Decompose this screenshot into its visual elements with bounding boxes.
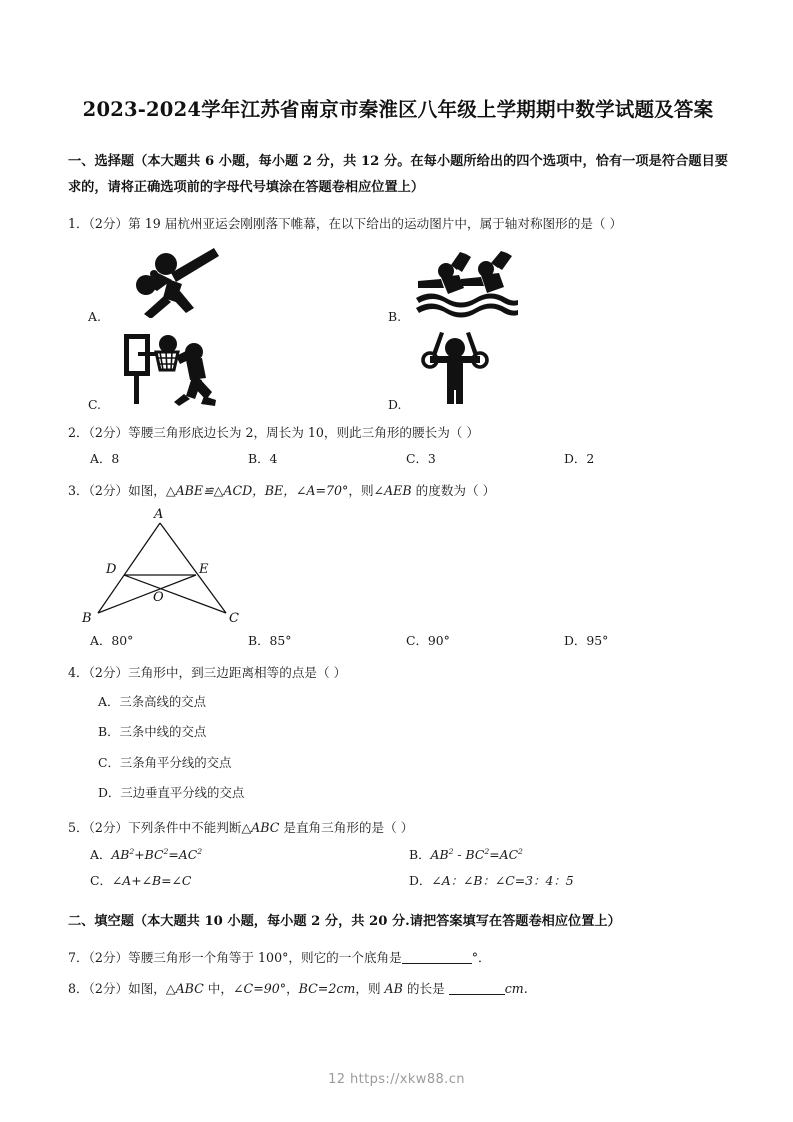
option-letter-c: C． [90, 873, 112, 889]
question-5-stem-pre: 5．（2分）下列条件中不能判断 [68, 819, 242, 835]
question-8-stem-mid-3: ，则 [355, 981, 385, 997]
option-letter-b: B. [388, 308, 402, 324]
page-footer: 12 https://xkw88.cn [328, 1072, 465, 1087]
question-4-option-a[interactable]: A．三条高线的交点 [98, 694, 207, 710]
question-8 [68, 976, 728, 1001]
question-3-math-2: ∠AEB [373, 482, 412, 498]
triangle-abe-acd-diagram [68, 505, 728, 627]
question-8-math-1: △ABC [165, 981, 204, 997]
vertex-label-d: D [106, 562, 117, 578]
question-3-option-d[interactable]: D．95° [564, 633, 609, 649]
vertex-label-a: A [154, 507, 164, 523]
option-letter-d: D． [409, 873, 432, 889]
synchronized-swimming-pictogram [414, 248, 520, 322]
question-3-stem-mid: ，则 [348, 482, 374, 498]
question-1-options [68, 242, 728, 414]
option-expr-d: ∠A：∠B：∠C=3：4：5 [431, 873, 574, 889]
question-2-option-a[interactable]: A．8 [90, 451, 120, 467]
question-3-stem-pre: 3．（2分）如图， [68, 482, 166, 498]
question-3-stem-post: 的度数为（ ） [411, 482, 496, 498]
question-7-stem [68, 945, 728, 970]
question-5 [68, 815, 728, 896]
question-3-stem [68, 478, 728, 503]
question-3-option-b[interactable]: B．85° [248, 633, 292, 649]
question-3-math-1: △ABE≌△ACD，BE，∠A=70° [165, 482, 349, 498]
vertex-label-o: O [153, 590, 164, 606]
question-3-option-a[interactable]: A．80° [90, 633, 134, 649]
boxing-pictogram [116, 246, 221, 322]
question-8-stem-mid-2: ， [286, 981, 299, 997]
question-3-option-c[interactable]: C．90° [406, 633, 450, 649]
question-7-stem-post: °． [471, 949, 491, 965]
question-2-option-d[interactable]: D．2 [564, 451, 595, 467]
question-1-option-c[interactable] [68, 330, 368, 412]
section-heading-fill: 二、填空题（本大题共 10 小题，每小题 2 分，共 20 分.请把答案填写在答题卷相应位置上） [68, 914, 621, 930]
option-expr-b: $AB^2 - BC^2=AC^2$ [430, 846, 523, 862]
option-expr-a: $AB^2+BC^2=AC^2$ [111, 846, 203, 862]
question-4-options [68, 687, 728, 809]
question-7 [68, 945, 728, 970]
question-5-option-a[interactable] [90, 842, 409, 869]
vertex-label-b: B [82, 611, 92, 627]
section-heading-choice: 一、选择题（本大题共 6 小题，每小题 2 分，共 12 分。在每小题所给出的四个选项中，恰有一项是符合题目要求的，请将正确选项前的字母代号填涂在答题卷相应位置上） [68, 154, 728, 195]
option-letter-c: C. [88, 396, 101, 412]
vertex-label-e: E [199, 562, 209, 578]
question-1-option-d[interactable] [368, 330, 668, 412]
question-8-answer-blank[interactable] [449, 994, 505, 995]
question-2-option-c[interactable]: C．3 [406, 451, 436, 467]
option-letter-a: A． [90, 846, 112, 862]
gymnastics-rings-pictogram [414, 330, 496, 410]
option-letter-a: A. [88, 308, 101, 324]
question-5-stem-post: 是直角三角形的是（ ） [279, 819, 414, 835]
question-8-stem-pre: 8．（2分）如图， [68, 981, 166, 997]
question-1-stem: 1．（2分）第 19 届杭州亚运会刚刚落下帷幕，在以下给出的运动图片中，属于轴对称图形的是（ ） [68, 215, 623, 231]
page-title: 2023-2024学年江苏省南京市秦淮区八年级上学期期中数学试题及答案 [82, 98, 714, 121]
question-3 [68, 478, 728, 654]
page-content [68, 95, 728, 1007]
question-5-stem [68, 815, 728, 840]
question-2-options [68, 447, 728, 472]
question-8-math-4: AB [384, 981, 403, 997]
question-3-options [68, 629, 728, 654]
vertex-label-c: C [229, 611, 239, 627]
question-4 [68, 660, 728, 809]
question-7-answer-blank[interactable] [402, 963, 472, 964]
question-4-option-b[interactable]: B．三条中线的交点 [98, 724, 207, 740]
question-5-math: △ABC [241, 819, 280, 835]
question-1-option-b[interactable] [368, 242, 668, 324]
question-8-stem [68, 976, 728, 1001]
question-5-option-c[interactable] [90, 868, 409, 895]
question-8-stem-mid-4: 的长是 [402, 981, 449, 997]
question-5-option-b[interactable] [409, 842, 728, 869]
basketball-pictogram [116, 330, 220, 410]
question-2 [68, 420, 728, 472]
question-8-stem-mid-1: 中， [203, 981, 233, 997]
question-4-option-d[interactable]: D．三边垂直平分线的交点 [98, 785, 245, 801]
question-4-option-c[interactable]: C．三条角平分线的交点 [98, 754, 232, 770]
question-8-math-2: ∠C=90° [233, 981, 287, 997]
question-1-option-a[interactable] [68, 242, 368, 324]
question-1 [68, 211, 728, 414]
question-2-option-b[interactable]: B．4 [248, 451, 278, 467]
question-2-stem: 2．（2分）等腰三角形底边长为 2，周长为 10，则此三角形的腰长为（ ） [68, 424, 479, 440]
question-7-stem-pre: 7．（2分）等腰三角形一个角等于 100°，则它的一个底角是 [68, 949, 402, 965]
question-8-unit: cm. [504, 981, 528, 997]
option-expr-c: ∠A+∠B=∠C [111, 873, 192, 889]
question-5-options [68, 842, 728, 895]
option-letter-d: D. [388, 396, 402, 412]
option-letter-b: B． [409, 846, 431, 862]
question-4-stem: 4．（2分）三角形中，到三边距离相等的点是（ ） [68, 664, 347, 680]
question-8-math-3: BC=2cm [298, 981, 356, 997]
question-5-option-d[interactable] [409, 868, 728, 895]
